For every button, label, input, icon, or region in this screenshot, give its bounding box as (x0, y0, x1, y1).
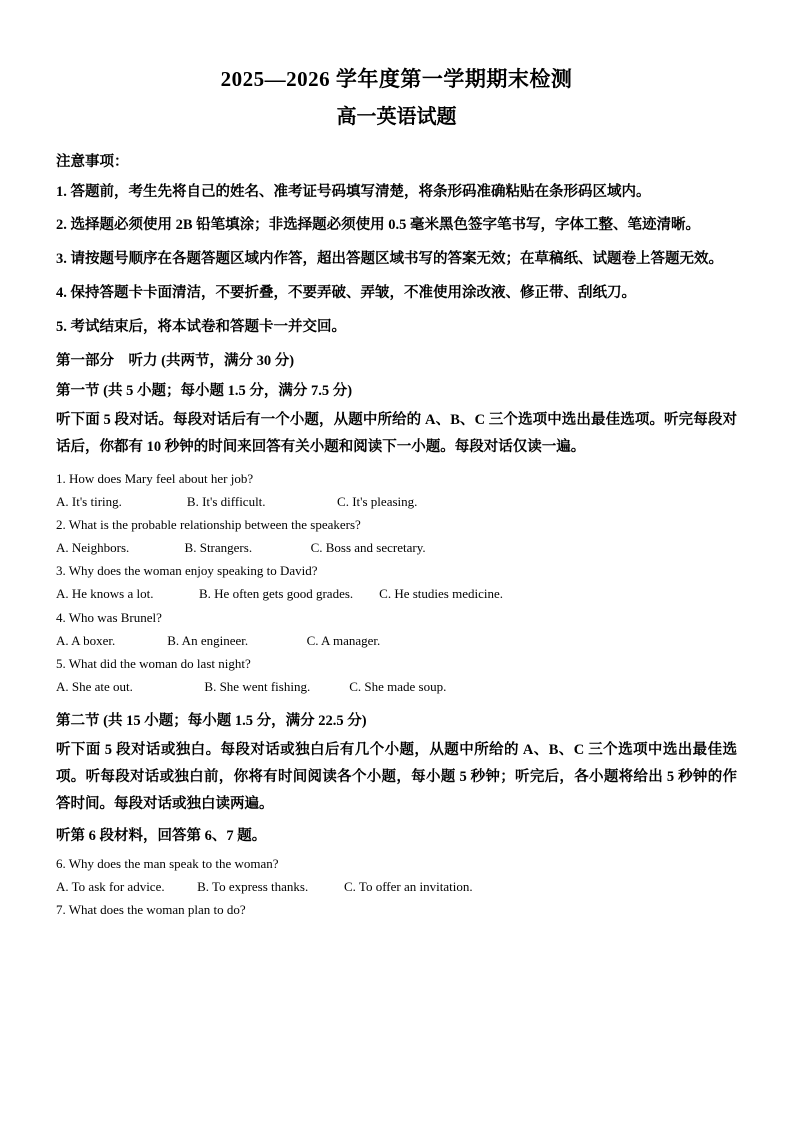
question-stem: 4. Who was Brunel? (56, 609, 162, 625)
question-stem: 2. What is the probable relationship between the speakers? (56, 517, 361, 533)
section-one-instruction: 听下面 5 段对话。每段对话后有一个小题，从题中所给的 A、B、C 三个选项中选出最佳选项。听完每段对话后，你都有 10 秒钟的时间来回答有关小题和阅读下一小题。每段对话仅读一遍。 (56, 412, 737, 455)
question-options: A. It's tiring. B. It's difficult. C. It's pleasing. (56, 493, 418, 509)
question-stem: 3. Why does the woman enjoy speaking to David? (56, 563, 318, 579)
notice-item-1: 1. 答题前，考生先将自己的姓名、准考证号码填写清楚，将条形码准确粘贴在条形码区域内。 (56, 183, 651, 200)
question-options: A. To ask for advice. B. To express thanks. C. To offer an invitation. (56, 879, 473, 895)
spacer (56, 698, 737, 704)
section-two-title: 第二节 (共 15 小题；每小题 1.5 分，满分 22.5 分) (56, 713, 367, 730)
page-title: 2025—2026 学年度第一学期期末检测 (220, 67, 573, 91)
page-subtitle: 高一英语试题 (336, 105, 457, 128)
material-heading-6: 听第 6 段材料，回答第 6、7 题。 (56, 828, 267, 845)
question-options: A. Neighbors. B. Strangers. C. Boss and secretary. (56, 540, 426, 556)
section-two-instruction: 听下面 5 段对话或独白。每段对话或独白后有几个小题，从题中所给的 A、B、C 三个选项中选出最佳选项。听每段对话或独白前，你将有时间阅读各个小题，每小题 5 秒钟；听完后，各小题将给出 5 秒钟的作答时间。每段对话或独白读两遍。 (56, 741, 737, 812)
notice-item-4: 4. 保持答题卡卡面清洁，不要折叠，不要弄破、弄皱，不准使用涂改液、修正带、刮纸刀。 (56, 284, 636, 301)
notice-item-5: 5. 考试结束后，将本试卷和答题卡一并交回。 (56, 318, 346, 335)
notice-heading: 注意事项： (56, 153, 129, 170)
section-one-title: 第一节 (共 5 小题；每小题 1.5 分，满分 7.5 分) (56, 383, 353, 400)
notice-item-3: 3. 请按题号顺序在各题答题区域内作答，超出答题区域书写的答案无效；在草稿纸、试题卷上答题无效。 (56, 251, 723, 268)
notice-item-2: 2. 选择题必须使用 2B 铅笔填涂；非选择题必须使用 0.5 毫米黑色签字笔书写，字体工整、笔迹清晰。 (56, 217, 701, 234)
question-stem: 5. What did the woman do last night? (56, 655, 251, 671)
question-stem: 6. Why does the man speak to the woman? (56, 856, 279, 872)
question-options: A. He knows a lot. B. He often gets good grades. C. He studies medicine. (56, 586, 503, 602)
question-options: A. She ate out. B. She went fishing. C. She made soup. (56, 678, 447, 694)
question-options: A. A boxer. B. An engineer. C. A manager. (56, 632, 381, 648)
part-one-title: 第一部分 听力 (共两节，满分 30 分) (56, 352, 295, 369)
question-stem: 1. How does Mary feel about her job? (56, 470, 254, 486)
question-stem: 7. What does the woman plan to do? (56, 902, 246, 918)
